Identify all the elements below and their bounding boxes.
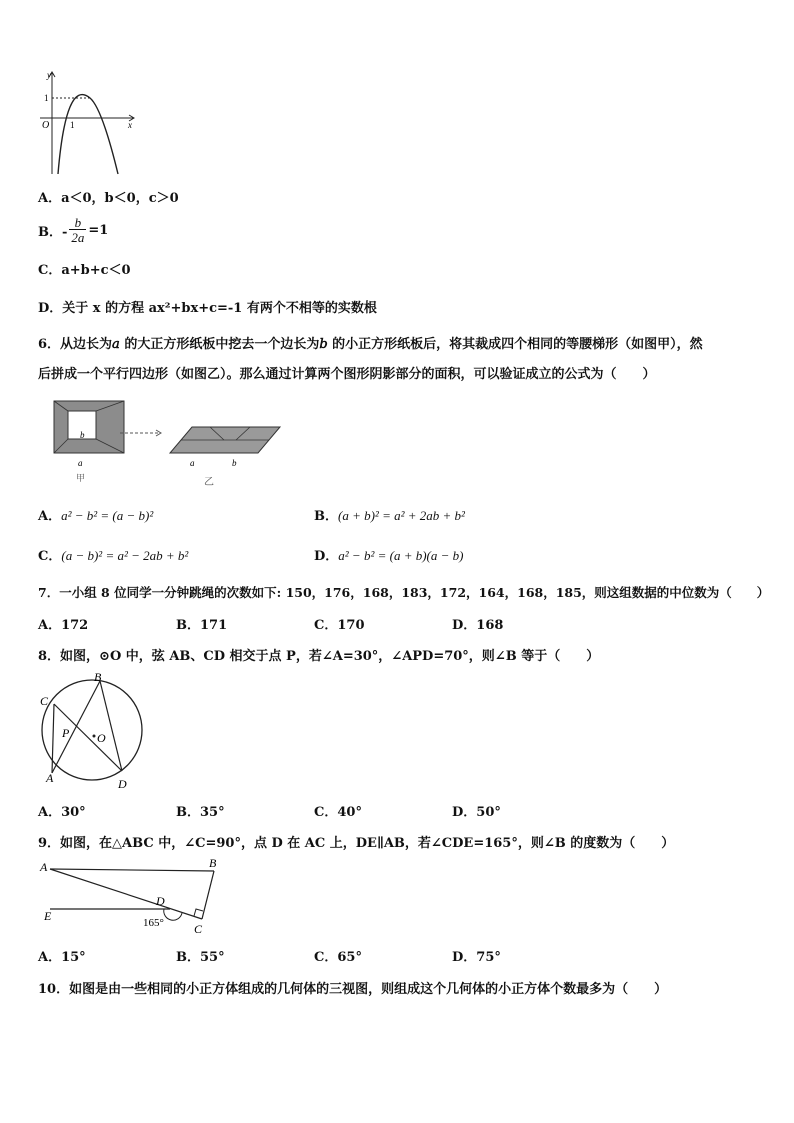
triangle-figure — [36, 855, 236, 937]
fig-point-a: A — [40, 860, 48, 874]
fraction-numerator: b — [74, 215, 82, 230]
q5-option-d: D．关于 x 的方程 ax²+bx+c=-1 有两个不相等的实数根 — [38, 301, 377, 316]
fig-label-b2: b — [232, 458, 237, 468]
q6-option-a — [38, 505, 153, 524]
q6-option-c — [38, 545, 188, 564]
parabola-graph — [36, 68, 140, 178]
q7-option-b: B．171 — [176, 618, 228, 633]
fig-point-c: C — [40, 694, 49, 708]
fig-point-b: B — [209, 856, 217, 870]
fig-point-e: E — [44, 909, 52, 923]
q7-text: 7．一小组 8 位同学一分钟跳绳的次数如下: 150，176，168，183，172，164，168，185，则这组数据的中位数为（ ） — [38, 585, 770, 600]
fig-point-o: O — [97, 731, 106, 745]
q6-option-d — [314, 545, 463, 564]
graph-y-one: 1 — [44, 93, 49, 103]
q6-text-line1: 6．从边长为𝑎 的大正方形纸板中挖去一个边长为𝑏 的小正方形纸板后，将其裁成四个相同的等腰梯形（如图甲），然 — [38, 337, 703, 352]
q6-option-a-label: A． — [38, 509, 62, 524]
fig-label-jia: 甲 — [76, 473, 86, 483]
q6-option-c-label: C． — [38, 549, 62, 564]
q8-option-a: A．30° — [38, 805, 86, 820]
q6-text-line2: 后拼成一个平行四边形（如图乙）。那么通过计算两个图形阴影部分的面积，可以验证成立的公式为（ ） — [38, 367, 656, 382]
q6-option-b-formula: (a + b)² = a² + 2ab + b² — [338, 508, 465, 523]
fig-point-a: A — [46, 771, 54, 785]
q5-option-b-prefix: B．- — [38, 225, 68, 240]
graph-y-label: y — [47, 70, 51, 80]
q6-option-d-formula: a² − b² = (a + b)(a − b) — [338, 548, 464, 563]
q7-option-a: A．172 — [38, 618, 89, 633]
fraction-denominator: 2a — [71, 230, 85, 245]
q8-option-c: C．40° — [314, 805, 362, 820]
q8-option-b: B．35° — [176, 805, 225, 820]
fig-point-d: D — [118, 777, 127, 791]
q5-option-c: C．a+b+c＜0 — [38, 263, 131, 278]
fig-angle-label: 165° — [143, 917, 164, 929]
circle-chords-figure — [32, 670, 152, 792]
q9-option-a: A．15° — [38, 950, 86, 965]
q8-option-d: D．50° — [452, 805, 501, 820]
q6-option-b — [314, 505, 465, 524]
q6-option-a-formula: a² − b² = (a − b)² — [61, 508, 154, 523]
q5-option-b-suffix: =1 — [88, 223, 109, 238]
q5-option-b-fraction — [69, 216, 86, 245]
fig-point-c: C — [194, 922, 203, 936]
q9-option-b: B．55° — [176, 950, 225, 965]
graph-x-one: 1 — [70, 120, 75, 130]
fig-label-a: a — [78, 458, 83, 468]
q9-text: 9．如图，在△ABC 中，∠C=90°，点 D 在 AC 上，DE∥AB，若∠CDE=165°，则∠B 的度数为（ ） — [38, 836, 675, 851]
fig-point-d: D — [156, 894, 165, 908]
q6-option-d-label: D． — [314, 549, 339, 564]
q9-option-c: C．65° — [314, 950, 362, 965]
q7-option-c: C．170 — [314, 618, 365, 633]
q5-option-a: A．a＜0，b＜0，c＞0 — [38, 191, 179, 206]
fig-point-p: P — [62, 726, 70, 740]
trapezoid-figure — [40, 395, 290, 487]
q6-option-b-label: B． — [314, 509, 338, 524]
fig-point-b: B — [94, 670, 102, 684]
fig-label-b: b — [80, 430, 85, 440]
graph-x-label: x — [128, 120, 132, 130]
q9-option-d: D．75° — [452, 950, 501, 965]
graph-origin-label: O — [42, 120, 50, 131]
q6-option-c-formula: (a − b)² = a² − 2ab + b² — [61, 548, 189, 563]
fig-label-yi: 乙 — [204, 477, 214, 487]
q5-option-b — [38, 216, 108, 245]
q8-text: 8．如图，⊙O 中，弦 AB、CD 相交于点 P，若∠A=30°，∠APD=70°，则∠B 等于（ ） — [38, 649, 600, 664]
q10-text: 10．如图是由一些相同的小正方体组成的几何体的三视图，则组成这个几何体的小正方体个数最多为（ ） — [38, 982, 668, 997]
q7-option-d: D．168 — [452, 618, 504, 633]
fig-label-a2: a — [190, 458, 195, 468]
